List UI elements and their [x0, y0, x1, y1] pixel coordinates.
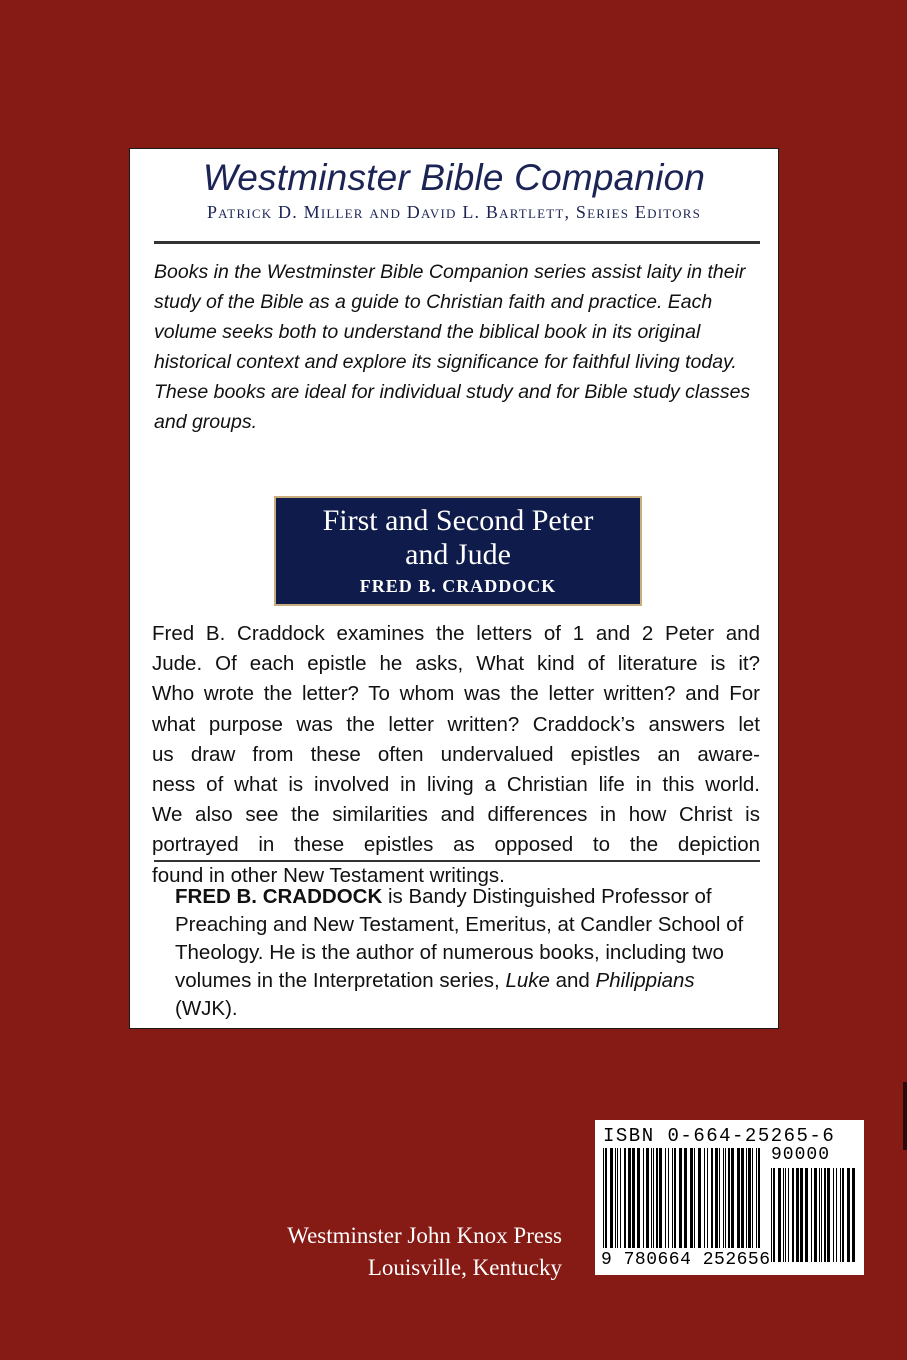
author-bio: [175, 883, 755, 1023]
book-description-line: Who wrote the letter? To whom was the letter written? and For: [152, 682, 760, 706]
bio-book-title: Luke: [505, 969, 550, 992]
barcode-bar: [840, 1168, 841, 1262]
barcode-bar: [659, 1148, 662, 1248]
book-description-line: Jude. Of each epistle he asks, What kind of literature is it?: [152, 652, 760, 676]
barcode-bar: [819, 1168, 820, 1262]
barcode-bar: [778, 1168, 781, 1262]
barcode-bar: [752, 1148, 753, 1248]
barcode-bar: [637, 1148, 640, 1248]
barcode-bar: [842, 1168, 844, 1262]
barcode-bar: [707, 1148, 708, 1248]
barcode-bar: [668, 1148, 669, 1248]
barcode-bar: [836, 1168, 837, 1262]
book-description-line: We also see the similarities and differences in how Christ is: [152, 803, 760, 827]
barcode-bar: [773, 1168, 775, 1262]
barcode-bar: [796, 1168, 799, 1262]
barcode-bar: [610, 1148, 613, 1248]
book-author: FRED B. CRADDOCK: [359, 576, 557, 596]
barcode-bar: [748, 1148, 751, 1248]
barcode-bar: [824, 1168, 826, 1262]
barcode-bar: [728, 1148, 730, 1248]
barcode-bar: [694, 1148, 695, 1248]
publisher-name: Westminster John Knox Press: [287, 1223, 562, 1248]
barcode-bar: [698, 1148, 701, 1248]
book-description-line: portrayed in these epistles as opposed to the depiction: [152, 833, 760, 857]
book-title-box: [274, 496, 642, 606]
edge-shadow: [903, 1082, 907, 1150]
book-title-line-1: First and Second Peter: [322, 504, 594, 537]
price-code: 90000: [771, 1145, 831, 1165]
barcode-bar: [756, 1148, 757, 1248]
bio-book-title: Philippians: [595, 969, 695, 992]
book-description-line: what purpose was the letter written? Craddock’s answers let: [152, 712, 760, 736]
barcode-bar: [758, 1148, 760, 1248]
barcode-bar: [651, 1148, 652, 1248]
barcode-bar: [847, 1168, 850, 1262]
barcode-bar: [746, 1148, 747, 1248]
barcode-bar: [620, 1148, 621, 1248]
barcode-bar: [811, 1168, 812, 1262]
barcode-bar: [731, 1148, 734, 1248]
bio-text: (WJK).: [175, 997, 238, 1020]
barcode-bar: [805, 1168, 808, 1262]
barcode-bar: [656, 1148, 658, 1248]
barcode-bar: [711, 1148, 713, 1248]
barcode-bar: [725, 1148, 726, 1248]
barcode-bar: [653, 1148, 654, 1248]
barcode-bar: [617, 1148, 618, 1248]
barcode-bar: [646, 1148, 649, 1248]
barcode-bar: [643, 1148, 644, 1248]
barcode-bar: [737, 1148, 740, 1248]
barcode-bar: [632, 1148, 635, 1248]
series-editors: Patrick D. Miller and David L. Bartlett, Series Editors: [206, 202, 702, 222]
book-description-line: ness of what is involved in living a Christian life in this world.: [152, 773, 760, 797]
book-title-line-2: and Jude: [405, 538, 511, 571]
isbn-text: ISBN 0-664-25265-6: [603, 1125, 836, 1147]
barcode-bar: [690, 1148, 693, 1248]
barcode-bar: [741, 1148, 744, 1248]
barcode-bar: [792, 1168, 794, 1262]
barcode-bar: [719, 1148, 720, 1248]
book-title: [276, 504, 640, 572]
top-divider: [154, 241, 760, 244]
barcode-bar: [771, 1168, 772, 1262]
barcode-bar: [603, 1148, 604, 1248]
barcode-bar: [785, 1168, 786, 1262]
barcode-bar: [605, 1148, 607, 1248]
back-cover-panel: [129, 148, 779, 1029]
barcode-bar: [783, 1168, 784, 1262]
barcode-bar: [665, 1148, 666, 1248]
series-description: Books in the Westminster Bible Companion series assist laity in their study of the Bible as a guide to Christian faith and practice. Each volume seeks both to understand the biblical book in its original historical context and explore its significance for faithful living today. These books are ideal for individual study and for Bible study classes and groups.: [154, 261, 751, 433]
barcode-bar: [723, 1148, 724, 1248]
barcode-bar: [800, 1168, 803, 1262]
publisher-location: Louisville, Kentucky: [367, 1255, 562, 1280]
bio-author-name: FRED B. CRADDOCK: [175, 885, 383, 908]
bottom-divider: [154, 860, 760, 862]
barcode-bar: [704, 1148, 705, 1248]
barcode-bar: [674, 1148, 676, 1248]
barcode-bar: [821, 1168, 822, 1262]
barcode-bar: [788, 1168, 789, 1262]
barcode-bar: [624, 1148, 626, 1248]
barcode-bar: [833, 1168, 834, 1262]
barcode-bar: [679, 1148, 682, 1248]
barcode-bar: [628, 1148, 631, 1248]
barcode-bar: [827, 1168, 830, 1262]
book-description-line: Fred B. Craddock examines the letters of 1 and 2 Peter and: [152, 622, 760, 645]
barcode-bar: [852, 1168, 855, 1262]
publisher-imprint: [240, 1220, 562, 1284]
barcode-bar: [814, 1168, 817, 1262]
barcode-box: [595, 1120, 864, 1275]
ean-digits: 9 780664 252656: [601, 1250, 771, 1270]
book-description-line: found in other New Testament writings.: [152, 863, 505, 887]
barcode-bar: [615, 1148, 616, 1248]
barcode-bar: [672, 1148, 673, 1248]
book-description: [152, 619, 760, 891]
series-title: Westminster Bible Companion: [202, 157, 706, 198]
bio-text: is Bandy Distinguished Professor of Preaching and New Testament, Emeritus, at Candler School of Theology. He is the author of numerous books, including two volumes in the Interpretation series,: [175, 885, 744, 992]
barcode-bar: [684, 1148, 687, 1248]
barcode-bar: [715, 1148, 718, 1248]
bio-text: and: [549, 969, 596, 992]
book-description-line: us draw from these often undervalued epistles an aware-: [152, 742, 760, 766]
